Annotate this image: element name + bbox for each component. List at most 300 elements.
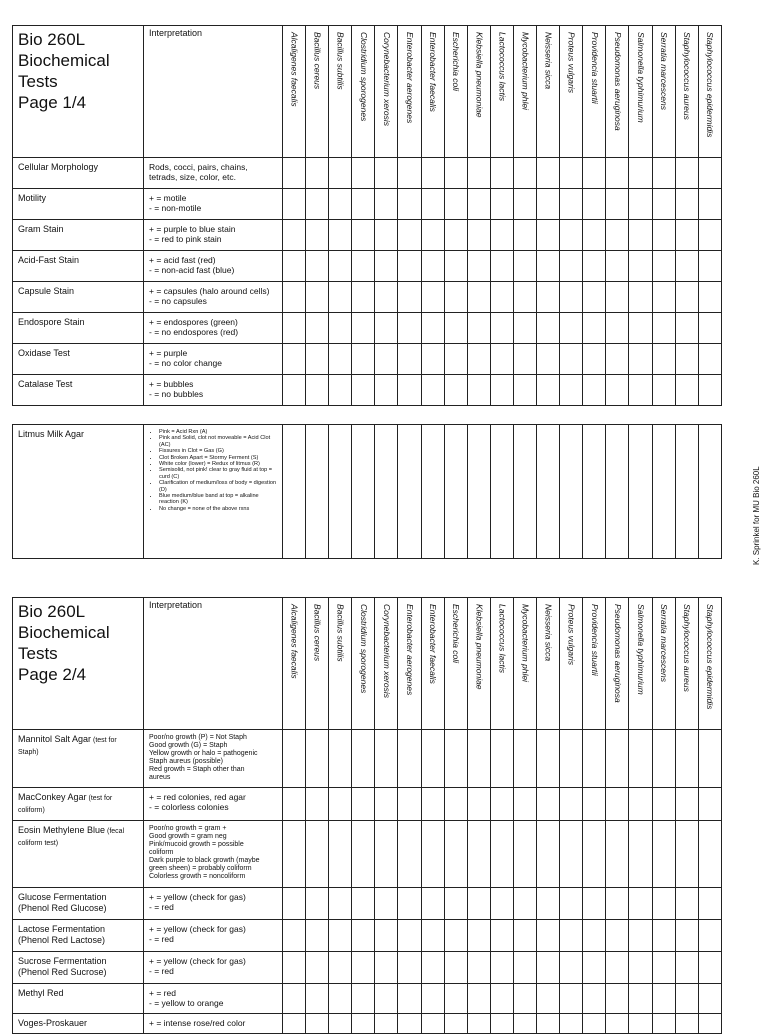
result-cell[interactable] <box>375 730 398 788</box>
result-cell[interactable] <box>306 313 329 344</box>
result-cell[interactable] <box>352 251 375 282</box>
result-cell[interactable] <box>283 220 306 251</box>
result-cell[interactable] <box>283 344 306 375</box>
result-cell[interactable] <box>606 313 629 344</box>
result-cell[interactable] <box>583 788 606 821</box>
result-cell[interactable] <box>513 220 536 251</box>
result-cell[interactable] <box>629 984 652 1014</box>
result-cell[interactable] <box>329 952 352 984</box>
result-cell[interactable] <box>583 425 606 559</box>
result-cell[interactable] <box>698 375 721 406</box>
result-cell[interactable] <box>629 425 652 559</box>
result-cell[interactable] <box>283 251 306 282</box>
result-cell[interactable] <box>537 375 560 406</box>
result-cell[interactable] <box>490 821 513 888</box>
result-cell[interactable] <box>398 920 421 952</box>
result-cell[interactable] <box>490 952 513 984</box>
result-cell[interactable] <box>444 730 467 788</box>
result-cell[interactable] <box>329 920 352 952</box>
result-cell[interactable] <box>537 282 560 313</box>
result-cell[interactable] <box>629 788 652 821</box>
result-cell[interactable] <box>652 920 675 952</box>
result-cell[interactable] <box>421 821 444 888</box>
result-cell[interactable] <box>467 220 490 251</box>
result-cell[interactable] <box>490 220 513 251</box>
result-cell[interactable] <box>490 313 513 344</box>
result-cell[interactable] <box>352 344 375 375</box>
result-cell[interactable] <box>283 788 306 821</box>
result-cell[interactable] <box>467 344 490 375</box>
result-cell[interactable] <box>560 313 583 344</box>
result-cell[interactable] <box>444 158 467 189</box>
result-cell[interactable] <box>513 344 536 375</box>
result-cell[interactable] <box>537 313 560 344</box>
result-cell[interactable] <box>329 730 352 788</box>
result-cell[interactable] <box>606 952 629 984</box>
result-cell[interactable] <box>467 189 490 220</box>
result-cell[interactable] <box>490 788 513 821</box>
result-cell[interactable] <box>467 821 490 888</box>
result-cell[interactable] <box>583 730 606 788</box>
result-cell[interactable] <box>560 920 583 952</box>
result-cell[interactable] <box>652 984 675 1014</box>
result-cell[interactable] <box>306 920 329 952</box>
result-cell[interactable] <box>560 158 583 189</box>
result-cell[interactable] <box>537 220 560 251</box>
result-cell[interactable] <box>398 344 421 375</box>
result-cell[interactable] <box>306 375 329 406</box>
result-cell[interactable] <box>675 821 698 888</box>
result-cell[interactable] <box>560 251 583 282</box>
result-cell[interactable] <box>421 251 444 282</box>
result-cell[interactable] <box>352 730 375 788</box>
result-cell[interactable] <box>421 730 444 788</box>
result-cell[interactable] <box>398 375 421 406</box>
result-cell[interactable] <box>629 158 652 189</box>
result-cell[interactable] <box>329 375 352 406</box>
result-cell[interactable] <box>652 730 675 788</box>
result-cell[interactable] <box>306 282 329 313</box>
result-cell[interactable] <box>375 920 398 952</box>
result-cell[interactable] <box>698 888 721 920</box>
result-cell[interactable] <box>375 788 398 821</box>
result-cell[interactable] <box>329 888 352 920</box>
result-cell[interactable] <box>652 251 675 282</box>
result-cell[interactable] <box>606 220 629 251</box>
result-cell[interactable] <box>583 251 606 282</box>
result-cell[interactable] <box>513 984 536 1014</box>
result-cell[interactable] <box>352 189 375 220</box>
result-cell[interactable] <box>583 220 606 251</box>
result-cell[interactable] <box>398 788 421 821</box>
result-cell[interactable] <box>513 158 536 189</box>
result-cell[interactable] <box>652 220 675 251</box>
result-cell[interactable] <box>490 344 513 375</box>
result-cell[interactable] <box>306 821 329 888</box>
result-cell[interactable] <box>560 984 583 1014</box>
result-cell[interactable] <box>698 282 721 313</box>
result-cell[interactable] <box>537 821 560 888</box>
result-cell[interactable] <box>652 888 675 920</box>
result-cell[interactable] <box>352 952 375 984</box>
result-cell[interactable] <box>398 821 421 888</box>
result-cell[interactable] <box>606 730 629 788</box>
result-cell[interactable] <box>306 788 329 821</box>
result-cell[interactable] <box>467 313 490 344</box>
result-cell[interactable] <box>329 158 352 189</box>
result-cell[interactable] <box>583 920 606 952</box>
result-cell[interactable] <box>444 920 467 952</box>
result-cell[interactable] <box>652 344 675 375</box>
result-cell[interactable] <box>329 282 352 313</box>
result-cell[interactable] <box>490 158 513 189</box>
result-cell[interactable] <box>513 788 536 821</box>
result-cell[interactable] <box>698 821 721 888</box>
result-cell[interactable] <box>375 251 398 282</box>
result-cell[interactable] <box>652 189 675 220</box>
result-cell[interactable] <box>537 952 560 984</box>
result-cell[interactable] <box>698 425 721 559</box>
result-cell[interactable] <box>583 888 606 920</box>
result-cell[interactable] <box>329 251 352 282</box>
result-cell[interactable] <box>537 920 560 952</box>
result-cell[interactable] <box>398 220 421 251</box>
result-cell[interactable] <box>421 158 444 189</box>
result-cell[interactable] <box>467 425 490 559</box>
result-cell[interactable] <box>467 920 490 952</box>
result-cell[interactable] <box>306 888 329 920</box>
result-cell[interactable] <box>306 952 329 984</box>
result-cell[interactable] <box>513 425 536 559</box>
result-cell[interactable] <box>675 220 698 251</box>
result-cell[interactable] <box>675 251 698 282</box>
result-cell[interactable] <box>629 920 652 952</box>
result-cell[interactable] <box>398 952 421 984</box>
result-cell[interactable] <box>398 158 421 189</box>
result-cell[interactable] <box>606 888 629 920</box>
result-cell[interactable] <box>375 952 398 984</box>
result-cell[interactable] <box>560 730 583 788</box>
result-cell[interactable] <box>329 344 352 375</box>
result-cell[interactable] <box>444 313 467 344</box>
result-cell[interactable] <box>606 189 629 220</box>
result-cell[interactable] <box>467 788 490 821</box>
result-cell[interactable] <box>560 952 583 984</box>
result-cell[interactable] <box>421 313 444 344</box>
result-cell[interactable] <box>283 313 306 344</box>
result-cell[interactable] <box>675 158 698 189</box>
result-cell[interactable] <box>329 189 352 220</box>
result-cell[interactable] <box>583 189 606 220</box>
result-cell[interactable] <box>467 251 490 282</box>
result-cell[interactable] <box>652 821 675 888</box>
result-cell[interactable] <box>698 984 721 1014</box>
result-cell[interactable] <box>421 920 444 952</box>
result-cell[interactable] <box>583 821 606 888</box>
result-cell[interactable] <box>537 251 560 282</box>
result-cell[interactable] <box>467 730 490 788</box>
result-cell[interactable] <box>675 375 698 406</box>
result-cell[interactable] <box>352 821 375 888</box>
result-cell[interactable] <box>283 158 306 189</box>
result-cell[interactable] <box>329 425 352 559</box>
result-cell[interactable] <box>629 344 652 375</box>
result-cell[interactable] <box>444 251 467 282</box>
result-cell[interactable] <box>606 344 629 375</box>
result-cell[interactable] <box>352 158 375 189</box>
result-cell[interactable] <box>467 984 490 1014</box>
result-cell[interactable] <box>537 158 560 189</box>
result-cell[interactable] <box>652 158 675 189</box>
result-cell[interactable] <box>560 788 583 821</box>
result-cell[interactable] <box>698 189 721 220</box>
result-cell[interactable] <box>444 220 467 251</box>
result-cell[interactable] <box>698 920 721 952</box>
result-cell[interactable] <box>675 189 698 220</box>
result-cell[interactable] <box>560 375 583 406</box>
result-cell[interactable] <box>583 344 606 375</box>
result-cell[interactable] <box>629 375 652 406</box>
result-cell[interactable] <box>629 251 652 282</box>
result-cell[interactable] <box>283 821 306 888</box>
result-cell[interactable] <box>329 220 352 251</box>
result-cell[interactable] <box>652 425 675 559</box>
result-cell[interactable] <box>352 788 375 821</box>
result-cell[interactable] <box>398 251 421 282</box>
result-cell[interactable] <box>537 344 560 375</box>
result-cell[interactable] <box>606 821 629 888</box>
result-cell[interactable] <box>421 220 444 251</box>
result-cell[interactable] <box>583 158 606 189</box>
result-cell[interactable] <box>513 730 536 788</box>
result-cell[interactable] <box>652 952 675 984</box>
result-cell[interactable] <box>352 984 375 1014</box>
result-cell[interactable] <box>444 282 467 313</box>
result-cell[interactable] <box>283 730 306 788</box>
result-cell[interactable] <box>352 425 375 559</box>
result-cell[interactable] <box>283 888 306 920</box>
result-cell[interactable] <box>698 158 721 189</box>
result-cell[interactable] <box>444 984 467 1014</box>
result-cell[interactable] <box>467 282 490 313</box>
result-cell[interactable] <box>606 920 629 952</box>
result-cell[interactable] <box>375 220 398 251</box>
result-cell[interactable] <box>537 788 560 821</box>
result-cell[interactable] <box>652 282 675 313</box>
result-cell[interactable] <box>583 375 606 406</box>
result-cell[interactable] <box>675 344 698 375</box>
result-cell[interactable] <box>444 375 467 406</box>
result-cell[interactable] <box>352 888 375 920</box>
result-cell[interactable] <box>283 375 306 406</box>
result-cell[interactable] <box>675 730 698 788</box>
result-cell[interactable] <box>398 313 421 344</box>
result-cell[interactable] <box>375 189 398 220</box>
result-cell[interactable] <box>537 888 560 920</box>
result-cell[interactable] <box>675 888 698 920</box>
result-cell[interactable] <box>675 984 698 1014</box>
result-cell[interactable] <box>652 313 675 344</box>
result-cell[interactable] <box>513 282 536 313</box>
result-cell[interactable] <box>444 952 467 984</box>
result-cell[interactable] <box>675 920 698 952</box>
result-cell[interactable] <box>513 189 536 220</box>
result-cell[interactable] <box>421 888 444 920</box>
result-cell[interactable] <box>467 888 490 920</box>
result-cell[interactable] <box>444 788 467 821</box>
result-cell[interactable] <box>444 189 467 220</box>
result-cell[interactable] <box>606 425 629 559</box>
result-cell[interactable] <box>698 952 721 984</box>
result-cell[interactable] <box>606 251 629 282</box>
result-cell[interactable] <box>490 984 513 1014</box>
result-cell[interactable] <box>675 313 698 344</box>
result-cell[interactable] <box>629 821 652 888</box>
result-cell[interactable] <box>675 425 698 559</box>
result-cell[interactable] <box>537 425 560 559</box>
result-cell[interactable] <box>421 952 444 984</box>
result-cell[interactable] <box>606 158 629 189</box>
result-cell[interactable] <box>306 984 329 1014</box>
result-cell[interactable] <box>629 313 652 344</box>
result-cell[interactable] <box>421 788 444 821</box>
result-cell[interactable] <box>675 282 698 313</box>
result-cell[interactable] <box>329 788 352 821</box>
result-cell[interactable] <box>560 189 583 220</box>
result-cell[interactable] <box>606 375 629 406</box>
result-cell[interactable] <box>560 425 583 559</box>
result-cell[interactable] <box>421 282 444 313</box>
result-cell[interactable] <box>329 821 352 888</box>
result-cell[interactable] <box>398 888 421 920</box>
result-cell[interactable] <box>306 251 329 282</box>
result-cell[interactable] <box>444 425 467 559</box>
result-cell[interactable] <box>421 189 444 220</box>
result-cell[interactable] <box>421 375 444 406</box>
result-cell[interactable] <box>329 984 352 1014</box>
result-cell[interactable] <box>629 189 652 220</box>
result-cell[interactable] <box>283 952 306 984</box>
result-cell[interactable] <box>560 821 583 888</box>
result-cell[interactable] <box>513 952 536 984</box>
result-cell[interactable] <box>560 220 583 251</box>
result-cell[interactable] <box>490 375 513 406</box>
result-cell[interactable] <box>583 282 606 313</box>
result-cell[interactable] <box>606 984 629 1014</box>
result-cell[interactable] <box>698 730 721 788</box>
result-cell[interactable] <box>306 425 329 559</box>
result-cell[interactable] <box>675 788 698 821</box>
result-cell[interactable] <box>421 425 444 559</box>
result-cell[interactable] <box>583 952 606 984</box>
result-cell[interactable] <box>629 220 652 251</box>
result-cell[interactable] <box>398 282 421 313</box>
result-cell[interactable] <box>375 375 398 406</box>
result-cell[interactable] <box>490 425 513 559</box>
result-cell[interactable] <box>375 158 398 189</box>
result-cell[interactable] <box>306 344 329 375</box>
result-cell[interactable] <box>560 282 583 313</box>
result-cell[interactable] <box>537 189 560 220</box>
result-cell[interactable] <box>537 984 560 1014</box>
result-cell[interactable] <box>560 344 583 375</box>
result-cell[interactable] <box>606 788 629 821</box>
result-cell[interactable] <box>467 158 490 189</box>
result-cell[interactable] <box>398 984 421 1014</box>
result-cell[interactable] <box>560 888 583 920</box>
result-cell[interactable] <box>421 984 444 1014</box>
result-cell[interactable] <box>698 344 721 375</box>
result-cell[interactable] <box>352 282 375 313</box>
result-cell[interactable] <box>375 888 398 920</box>
result-cell[interactable] <box>375 984 398 1014</box>
result-cell[interactable] <box>352 313 375 344</box>
result-cell[interactable] <box>629 888 652 920</box>
result-cell[interactable] <box>306 158 329 189</box>
result-cell[interactable] <box>698 251 721 282</box>
result-cell[interactable] <box>306 220 329 251</box>
result-cell[interactable] <box>421 344 444 375</box>
result-cell[interactable] <box>283 920 306 952</box>
result-cell[interactable] <box>513 251 536 282</box>
result-cell[interactable] <box>283 425 306 559</box>
result-cell[interactable] <box>652 375 675 406</box>
result-cell[interactable] <box>629 730 652 788</box>
result-cell[interactable] <box>490 730 513 788</box>
result-cell[interactable] <box>352 375 375 406</box>
result-cell[interactable] <box>283 189 306 220</box>
result-cell[interactable] <box>513 375 536 406</box>
result-cell[interactable] <box>329 313 352 344</box>
result-cell[interactable] <box>444 821 467 888</box>
result-cell[interactable] <box>352 220 375 251</box>
result-cell[interactable] <box>444 888 467 920</box>
result-cell[interactable] <box>537 730 560 788</box>
result-cell[interactable] <box>375 344 398 375</box>
result-cell[interactable] <box>398 425 421 559</box>
result-cell[interactable] <box>375 282 398 313</box>
result-cell[interactable] <box>490 251 513 282</box>
result-cell[interactable] <box>375 313 398 344</box>
result-cell[interactable] <box>444 344 467 375</box>
result-cell[interactable] <box>652 788 675 821</box>
result-cell[interactable] <box>283 984 306 1014</box>
result-cell[interactable] <box>375 425 398 559</box>
result-cell[interactable] <box>467 952 490 984</box>
result-cell[interactable] <box>490 888 513 920</box>
result-cell[interactable] <box>306 730 329 788</box>
result-cell[interactable] <box>698 220 721 251</box>
result-cell[interactable] <box>606 282 629 313</box>
result-cell[interactable] <box>306 189 329 220</box>
result-cell[interactable] <box>513 920 536 952</box>
result-cell[interactable] <box>513 888 536 920</box>
result-cell[interactable] <box>375 821 398 888</box>
result-cell[interactable] <box>490 282 513 313</box>
result-cell[interactable] <box>629 952 652 984</box>
result-cell[interactable] <box>467 375 490 406</box>
result-cell[interactable] <box>675 952 698 984</box>
result-cell[interactable] <box>490 189 513 220</box>
result-cell[interactable] <box>629 282 652 313</box>
result-cell[interactable] <box>698 313 721 344</box>
result-cell[interactable] <box>283 282 306 313</box>
result-cell[interactable] <box>398 189 421 220</box>
result-cell[interactable] <box>513 821 536 888</box>
result-cell[interactable] <box>583 313 606 344</box>
result-cell[interactable] <box>352 920 375 952</box>
result-cell[interactable] <box>513 313 536 344</box>
